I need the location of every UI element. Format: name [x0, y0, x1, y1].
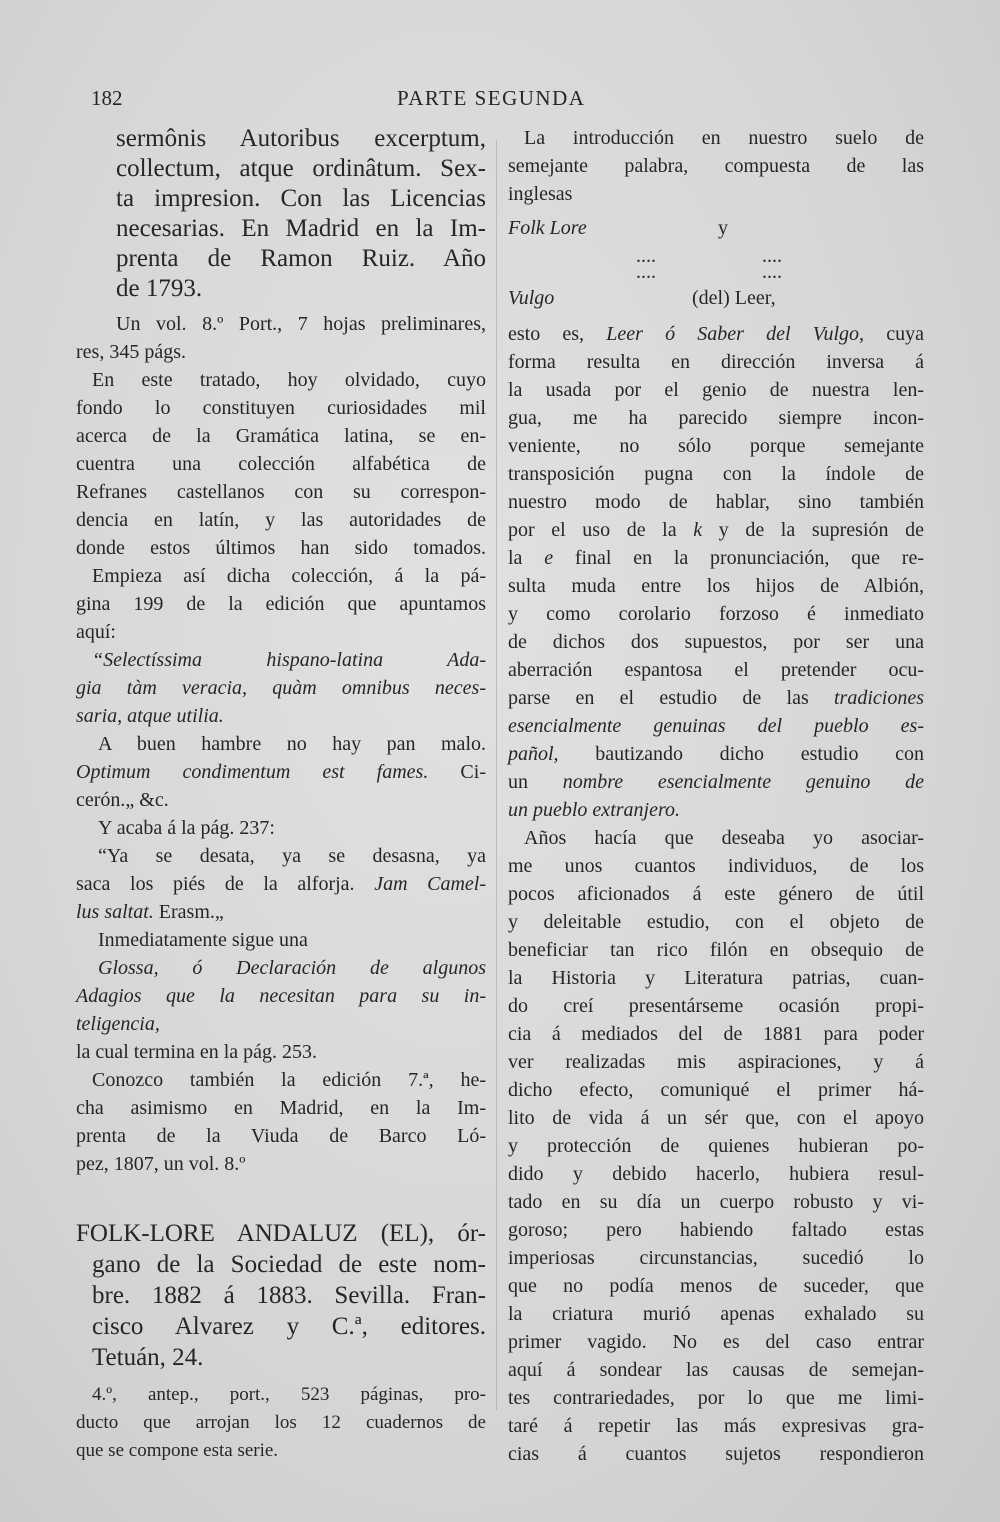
- text-line: inglesas: [508, 183, 573, 205]
- text-line: Conozco también la edición 7.ª, he-: [92, 1069, 486, 1091]
- formula-result: [508, 284, 924, 312]
- text-line: ta impresion. Con las Licencias: [116, 185, 486, 212]
- formula-dots: ....: [762, 261, 782, 283]
- text-line: cha asimismo en Madrid, en la Im-: [76, 1097, 486, 1119]
- text-line: [508, 516, 924, 544]
- text-span: un: [508, 771, 563, 793]
- text-line: beneficiar tan rico filón en obsequio de: [508, 939, 924, 961]
- text-line: A buen hambre no hay pan malo.: [98, 733, 486, 755]
- text-line: y deleitable estudio, con el objeto de: [508, 911, 924, 933]
- italic-letter: e: [544, 547, 554, 569]
- text-line: Empieza así dicha colección, á la pá-: [92, 565, 486, 587]
- text-line: cerón.„ &c.: [76, 789, 169, 811]
- text-line: La introducción en nuestro suelo de: [524, 127, 924, 149]
- text-span: por el uso de la: [508, 519, 694, 541]
- text-line: cias á cuantos sujetos respondieron: [508, 1443, 924, 1465]
- quote-line: [76, 954, 486, 982]
- formula-lore: Lore: [549, 217, 587, 239]
- text-line: [508, 796, 924, 824]
- text-line: dencia en latín, y las autoridades de: [76, 509, 486, 531]
- text-line: ver realizadas mis aspiraciones, y á: [508, 1051, 924, 1073]
- text-line: taré á repetir las más expresivas gra-: [508, 1415, 924, 1437]
- text-line: que se compone esta serie.: [76, 1440, 279, 1461]
- italic-letter: k: [693, 519, 703, 541]
- text-line: “Ya se desata, ya se desasna, ya: [98, 845, 486, 867]
- left-column: [76, 124, 486, 1465]
- text-span: final en la pronunciación, que re-: [553, 547, 924, 569]
- italic-title: Glossa, ó Declaración de algunos: [98, 957, 486, 979]
- entry-heading: FOLK-LORE ANDALUZ (EL), ór-: [76, 1220, 486, 1247]
- latin-quote: Optimum condimentum est fames.: [76, 761, 429, 783]
- entry-heading: cisco Alvarez y C.ª, editores.: [92, 1313, 486, 1340]
- etymology-formula: [508, 214, 924, 242]
- text-span: parse en el estudio de las: [508, 687, 834, 709]
- formula-vulgo: Vulgo: [508, 287, 555, 309]
- text-line: [508, 544, 924, 572]
- latin-quote: “Selectíssima hispano-latina Ada-: [92, 649, 486, 671]
- text-line: que no podía menos de suceder, que: [508, 1275, 924, 1297]
- text-line: transposición pugna con la índole de: [508, 463, 924, 485]
- text-line: aberración espantosa el pretender ocu-: [508, 659, 924, 681]
- text-line: primer vagido. No es del caso entrar: [508, 1331, 924, 1353]
- text-line: forma resulta en dirección inversa á: [508, 351, 924, 373]
- text-line: la cual termina en la pág. 253.: [76, 1041, 318, 1063]
- italic-title: teligencia,: [76, 1013, 160, 1035]
- text-line: Y acaba á la pág. 237:: [98, 817, 275, 839]
- formula-dots-row: [508, 261, 924, 284]
- text-line: [76, 870, 486, 898]
- text-line: necesarias. En Madrid en la Im-: [116, 215, 486, 242]
- text-line: donde estos últimos han sido tomados.: [76, 537, 486, 559]
- text-span: Ci-: [428, 761, 486, 783]
- quote-line: [76, 646, 486, 674]
- text-line: acerca de la Gramática latina, se en-: [76, 425, 486, 447]
- text-line: [508, 712, 924, 740]
- text-line: aquí:: [76, 621, 116, 643]
- text-line: gua, me ha parecido siempre incon-: [508, 407, 924, 429]
- italic-title: Adagios que la necesitan para su in-: [76, 985, 486, 1007]
- italic-phrase: esencialmente genuinas del pueblo es-: [508, 715, 924, 737]
- text-line: sermônis Autoribus excerptum,: [116, 125, 486, 152]
- text-line: prenta de Ramon Ruiz. Año: [116, 245, 486, 272]
- entry-heading: gano de la Sociedad de este nom-: [92, 1251, 486, 1278]
- text-line: [508, 320, 924, 348]
- text-line: la criatura murió apenas exhalado su: [508, 1303, 924, 1325]
- entry-heading: bre. 1882 á 1883. Sevilla. Fran-: [92, 1282, 486, 1309]
- text-span: esto es,: [508, 323, 607, 345]
- italic-phrase: pañol,: [508, 743, 559, 765]
- page-header: [0, 86, 1000, 120]
- text-line: tado en su día un cuerpo robusto y vi-: [508, 1191, 924, 1213]
- italic-phrase: nombre esencialmente genuino de: [562, 771, 925, 793]
- text-line: Un vol. 8.º Port., 7 hojas preliminares,: [116, 313, 486, 335]
- text-line: pocos aficionados á este género de útil: [508, 883, 924, 905]
- italic-phrase: Leer ó Saber del Vulgo,: [606, 323, 865, 345]
- formula-dots: ....: [636, 261, 656, 283]
- text-line: pez, 1807, un vol. 8.º: [76, 1153, 246, 1175]
- latin-quote: Jam Camel-: [374, 873, 487, 895]
- running-head: PARTE SEGUNDA: [397, 86, 586, 110]
- text-line: me unos cuantos individuos, de los: [508, 855, 924, 877]
- text-line: tes contrariedades, por lo que me limi-: [508, 1387, 924, 1409]
- formula-dots: ....: [636, 245, 656, 267]
- text-line: y como corolario forzoso é inmediato: [508, 603, 924, 625]
- text-line: la Historia y Literatura patrias, cuan-: [508, 967, 924, 989]
- text-line: sulta muda entre los hijos de Albión,: [508, 575, 924, 597]
- text-line: Años hacía que deseaba yo asociar-: [524, 827, 924, 849]
- text-line: nuestro modo de hablar, sino también: [508, 491, 924, 513]
- formula-dots-row: [508, 242, 924, 270]
- quote-line: [76, 982, 486, 1010]
- italic-phrase: un pueblo extranjero.: [508, 799, 681, 821]
- text-span: Erasm.„: [153, 901, 224, 923]
- text-line: res, 345 págs.: [76, 341, 186, 363]
- text-line: Refranes castellanos con su correspon-: [76, 481, 486, 503]
- text-line: gina 199 de la edición que apuntamos: [76, 593, 486, 615]
- text-span: saca los piés de la alforja.: [76, 873, 375, 895]
- text-line: [508, 740, 924, 768]
- text-span: y de la supresión de: [702, 519, 924, 541]
- text-line: y protección de quienes hubieran po-: [508, 1135, 924, 1157]
- latin-quote: gia tàm veracia, quàm omnibus neces-: [76, 677, 486, 699]
- text-line: [508, 684, 924, 712]
- quote-line: [76, 702, 486, 730]
- quote-line: [76, 1010, 486, 1038]
- text-line: dicho efecto, comuniqué el primer há-: [508, 1079, 924, 1101]
- text-line: veniente, no sólo porque semejante: [508, 435, 924, 457]
- text-span: cuya: [864, 323, 924, 345]
- text-line: de dichos dos supuestos, por ser una: [508, 631, 924, 653]
- text-line: lito de vida á un sér que, con el apoyo: [508, 1107, 924, 1129]
- text-span: bautizando dicho estudio con: [558, 743, 924, 765]
- text-line: cuentra una colección alfabética de: [76, 453, 486, 475]
- text-line: dido y debido hacerlo, hubiera resul-: [508, 1163, 924, 1185]
- spacer: [508, 312, 924, 320]
- right-column: [508, 124, 924, 1468]
- text-line: do creí presentárseme ocasión propi-: [508, 995, 924, 1017]
- text-line: la usada por el genio de nuestra len-: [508, 379, 924, 401]
- text-line: 4.º, antep., port., 523 páginas, pro-: [92, 1384, 486, 1405]
- text-line: fondo lo constituyen curiosidades mil: [76, 397, 486, 419]
- text-span: la: [508, 547, 545, 569]
- text-line: goroso; pero habiendo faltado estas: [508, 1219, 924, 1241]
- spacer: [76, 1178, 486, 1218]
- formula-dots: ....: [762, 245, 782, 267]
- text-line: En este tratado, hoy olvidado, cuyo: [92, 369, 486, 391]
- latin-quote: saria, atque utilia.: [76, 705, 224, 727]
- text-line: [76, 758, 486, 786]
- entry-heading: Tetuán, 24.: [92, 1344, 204, 1371]
- text-line: Inmediatamente sigue una: [98, 929, 308, 951]
- italic-phrase: tradiciones: [834, 687, 924, 709]
- text-line: imperiosas circunstancias, sucedió lo: [508, 1247, 924, 1269]
- text-line: de 1793.: [116, 275, 203, 302]
- text-line: cia á mediados del de 1881 para poder: [508, 1023, 924, 1045]
- text-line: collectum, atque ordinâtum. Sex-: [116, 155, 486, 182]
- text-line: semejante palabra, compuesta de las: [508, 155, 924, 177]
- page-number: 182: [91, 86, 123, 110]
- text-line: [508, 768, 924, 796]
- latin-quote: lus saltat.: [76, 901, 154, 923]
- formula-y: y: [718, 217, 728, 239]
- text-line: ducto que arrojan los 12 cuadernos de: [76, 1412, 486, 1433]
- column-divider: [496, 140, 497, 1410]
- formula-folk: Folk: [508, 217, 545, 239]
- text-line: aquí á sondear las causas de semejan-: [508, 1359, 924, 1381]
- text-line: prenta de la Viuda de Barco Ló-: [76, 1125, 486, 1147]
- text-line: [76, 898, 486, 926]
- formula-del-leer: (del) Leer,: [692, 287, 776, 309]
- quote-line: [76, 674, 486, 702]
